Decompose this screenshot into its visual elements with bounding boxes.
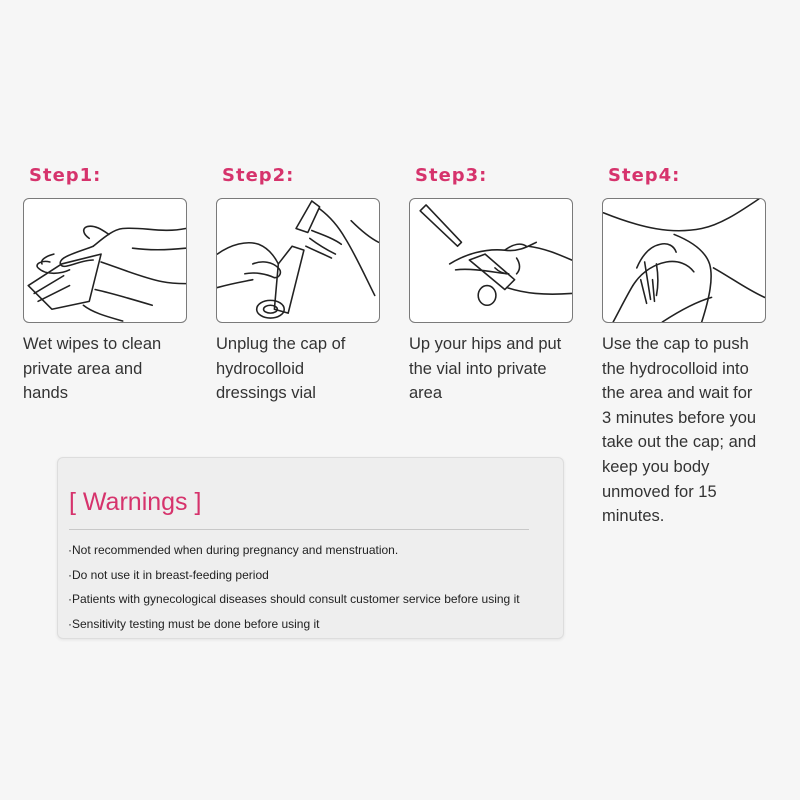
step-description: Up your hips and put the vial into private area xyxy=(409,335,562,403)
step-title: Step3: xyxy=(415,165,488,186)
warnings-list xyxy=(68,538,520,636)
step-description: Use the cap to push the hydrocolloid into the area and wait for 3 minutes before you take out the cap; and keep you body unmoved for 15 minutes. xyxy=(602,335,757,526)
warnings-panel xyxy=(57,457,564,639)
step-2-illustration xyxy=(216,198,380,323)
step-1-illustration xyxy=(23,198,187,323)
vial-uncap-icon xyxy=(217,199,379,322)
vial-insert-icon xyxy=(410,199,572,322)
hands-wiping-icon xyxy=(24,199,186,322)
warning-item: · Not recommended when during pregnancy and menstruation. xyxy=(68,538,520,563)
step-title: Step4: xyxy=(608,165,681,186)
warning-item: · Sensitivity testing must be done before using it xyxy=(68,612,520,637)
step-title: Step1: xyxy=(29,165,102,186)
warning-item: · Patients with gynecological diseases should consult customer service before using it xyxy=(68,587,520,612)
warnings-divider xyxy=(69,529,529,530)
push-cap-icon xyxy=(603,199,765,322)
step-4-illustration xyxy=(602,198,766,323)
warnings-title: [ Warnings ] xyxy=(69,488,202,516)
warning-item: · Do not use it in breast-feeding period xyxy=(68,563,520,588)
step-3-illustration xyxy=(409,198,573,323)
step-description: Wet wipes to clean private area and hands xyxy=(23,335,162,403)
step-description: Unplug the cap of hydrocolloid dressings vial xyxy=(216,335,346,403)
step-title: Step2: xyxy=(222,165,295,186)
